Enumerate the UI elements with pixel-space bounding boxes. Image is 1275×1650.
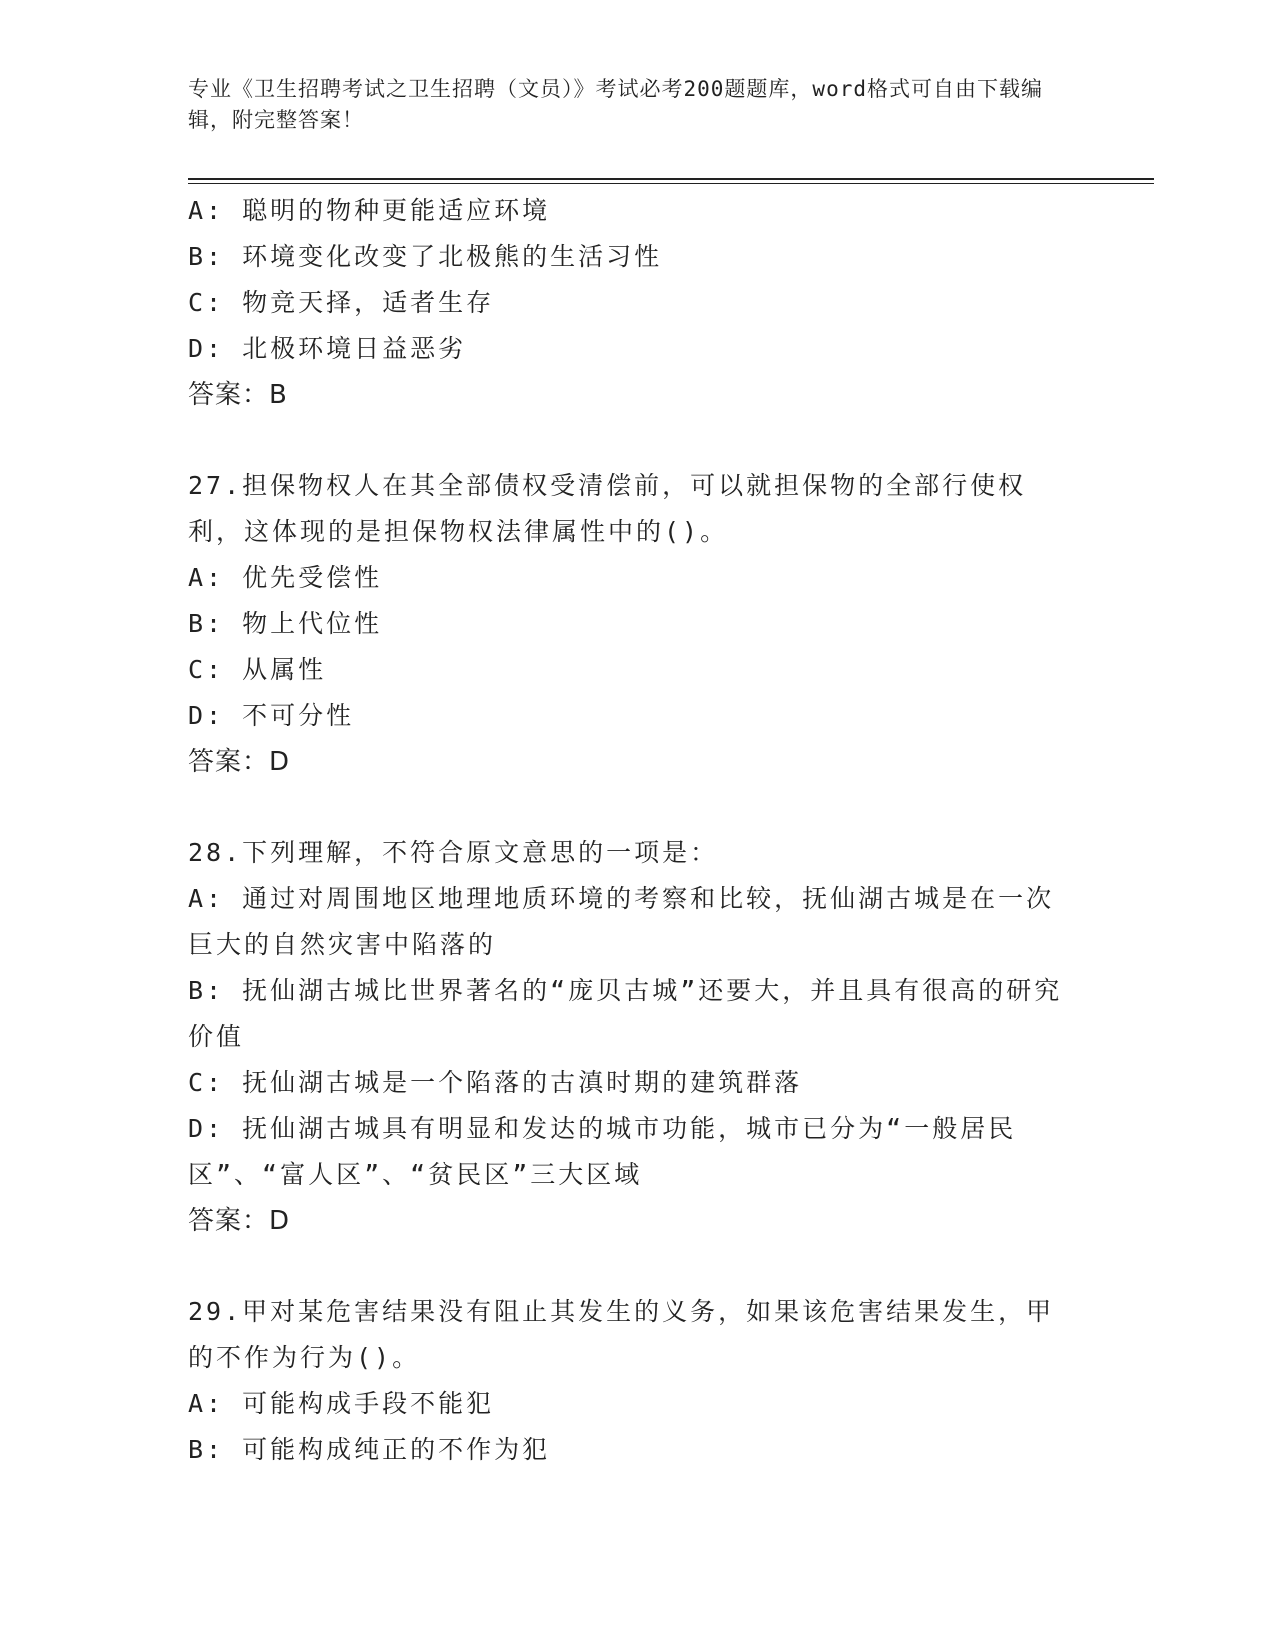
option-b: B: 可能构成纯正的不作为犯: [188, 1435, 551, 1464]
document-header: [188, 74, 1068, 136]
question-text: 29.甲对某危害结果没有阻止其发生的义务，如果该危害结果发生，甲的不作为行为()。: [188, 1297, 1055, 1372]
answer-line: 答案：B: [188, 380, 288, 410]
question-block: [188, 188, 1078, 418]
option-a: A: 聪明的物种更能适应环境: [188, 196, 551, 225]
option-b: B: 物上代位性: [188, 609, 383, 638]
option-a: A: 优先受偿性: [188, 563, 383, 592]
option-c: C: 抚仙湖古城是一个陷落的古滇时期的建筑群落: [188, 1068, 803, 1097]
question-block: [188, 1289, 1078, 1473]
option-c: C: 从属性: [188, 655, 327, 684]
header-divider-thin: [188, 183, 1154, 184]
option-d: D: 不可分性: [188, 701, 355, 730]
answer-line: 答案：D: [188, 747, 291, 777]
question-block: [188, 830, 1078, 1244]
header-divider-thick: [188, 178, 1154, 180]
option-d: D: 北极环境日益恶劣: [188, 334, 467, 363]
question-text: 28.下列理解，不符合原文意思的一项是：: [188, 838, 719, 867]
option-a: A: 可能构成手段不能犯: [188, 1389, 495, 1418]
option-b: B: 抚仙湖古城比世界著名的“庞贝古城”还要大，并且具有很高的研究价值: [188, 976, 1063, 1051]
question-block: [188, 463, 1078, 785]
header-intro-text: 专业《卫生招聘考试之卫生招聘（文员）》考试必考200题题库，word格式可自由下载编辑，附完整答案！: [188, 77, 1043, 132]
answer-line: 答案：D: [188, 1206, 291, 1236]
option-c: C: 物竞天择，适者生存: [188, 288, 495, 317]
option-a: A: 通过对周围地区地理地质环境的考察和比较，抚仙湖古城是在一次巨大的自然灾害中陷落的: [188, 884, 1055, 959]
question-text: 27.担保物权人在其全部债权受清偿前，可以就担保物的全部行使权利，这体现的是担保物权法律属性中的()。: [188, 471, 1027, 546]
option-d: D: 抚仙湖古城具有明显和发达的城市功能，城市已分为“一般居民区”、“富人区”、“贫民区”三大区域: [188, 1114, 1017, 1189]
question-list: [188, 188, 1078, 1473]
option-b: B: 环境变化改变了北极熊的生活习性: [188, 242, 663, 271]
